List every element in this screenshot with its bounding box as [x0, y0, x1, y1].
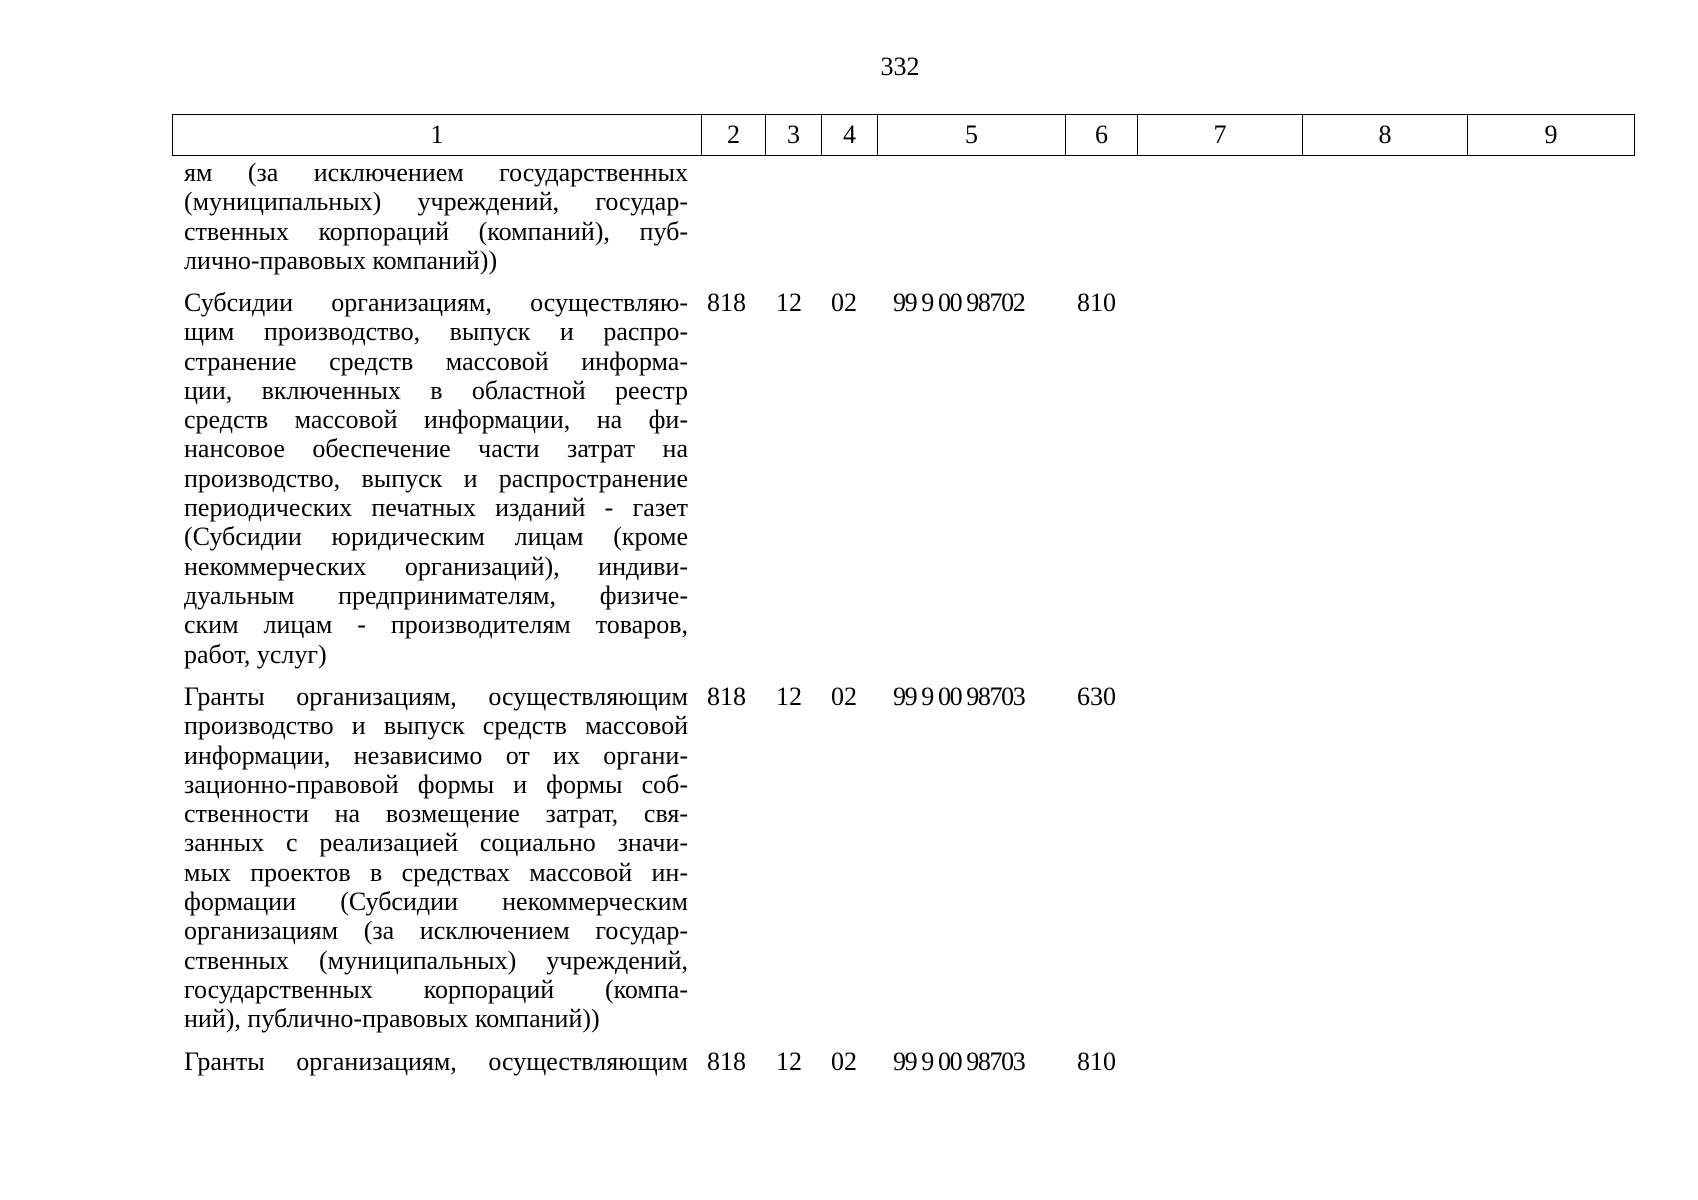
- description-line: производство и выпуск средств массовой: [184, 711, 688, 741]
- description-line: работ, услуг): [184, 639, 327, 669]
- header-col-2: 2: [702, 115, 766, 155]
- cell-col-5: 99 9 00 98703: [893, 1047, 1025, 1076]
- header-col-9: 9: [1544, 120, 1558, 149]
- cell-col-2: 818: [707, 288, 746, 317]
- description-line: лично-правовых компаний)): [184, 245, 498, 275]
- cell-col-3: 12: [776, 288, 802, 317]
- cell-col-4: 02: [831, 1047, 857, 1076]
- description-line: ственных корпораций (компаний), пуб-: [184, 216, 688, 246]
- header-col-6: 6: [1066, 115, 1138, 155]
- cell-col-4: 02: [831, 682, 857, 711]
- cell-col-6: 810: [1077, 1047, 1116, 1076]
- description-line: ственности на возмещение затрат, свя-: [184, 799, 688, 829]
- description-line: зационно-правовой формы и формы соб-: [184, 769, 688, 799]
- description-line: ским лицам - производителям товаров,: [184, 610, 688, 640]
- description-line: мых проектов в средствах массовой ин-: [184, 857, 688, 887]
- cell-col-6: 630: [1077, 682, 1116, 711]
- description-line: ям (за исключением государственных: [184, 158, 688, 187]
- header-col-8: 8: [1303, 115, 1468, 155]
- page-number: 332: [880, 52, 920, 81]
- header-col-7: 7: [1138, 115, 1303, 155]
- table-header: [172, 114, 1635, 156]
- cell-col-6: 810: [1077, 288, 1116, 317]
- header-col-3: 3: [766, 115, 822, 155]
- header-col-1: 1: [173, 115, 702, 155]
- row-description: [184, 682, 688, 1034]
- description-line: производство, выпуск и распространение: [184, 463, 688, 493]
- description-line: некоммерческих организаций), индиви-: [184, 551, 688, 581]
- cell-col-5: 99 9 00 98703: [893, 682, 1025, 711]
- cell-col-4: 02: [831, 288, 857, 317]
- description-line: ции, включенных в областной реестр: [184, 375, 688, 405]
- description-line: организациям (за исключением государ-: [184, 916, 688, 946]
- description-line: государственных корпораций (компа-: [184, 974, 688, 1004]
- description-line: средств массовой информации, на фи-: [184, 405, 688, 435]
- description-line: информации, независимо от их органи-: [184, 740, 688, 770]
- description-line: Гранты организациям, осуществляющим: [184, 682, 688, 711]
- description-line: занных с реализацией социально значи-: [184, 828, 688, 858]
- description-line: нансовое обеспечение части затрат на: [184, 434, 688, 464]
- header-col-4: 4: [822, 115, 878, 155]
- cell-col-2: 818: [707, 1047, 746, 1076]
- description-line: Субсидии организациям, осуществляю-: [184, 288, 688, 317]
- row-description: [184, 1047, 688, 1076]
- row-description: [184, 288, 688, 669]
- cell-col-3: 12: [776, 682, 802, 711]
- description-line: ственных (муниципальных) учреждений,: [184, 945, 688, 975]
- description-line: ний), публично-правовых компаний)): [184, 1004, 600, 1034]
- description-line: странение средств массовой информа-: [184, 346, 688, 376]
- cell-col-2: 818: [707, 682, 746, 711]
- cell-col-5: 99 9 00 98702: [893, 288, 1025, 317]
- cell-col-3: 12: [776, 1047, 802, 1076]
- header-col-5: 5: [878, 115, 1066, 155]
- description-line: (муниципальных) учреждений, государ-: [184, 187, 688, 217]
- description-line: дуальным предпринимателям, физиче-: [184, 580, 688, 610]
- description-line: (Субсидии юридическим лицам (кроме: [184, 522, 688, 552]
- description-line: периодических печатных изданий - газет: [184, 493, 688, 523]
- description-line: формации (Субсидии некоммерческим: [184, 887, 688, 917]
- row-description: [184, 158, 688, 275]
- description-line: щим производство, выпуск и распро-: [184, 317, 688, 347]
- description-line: Гранты организациям, осуществляющим: [184, 1047, 688, 1076]
